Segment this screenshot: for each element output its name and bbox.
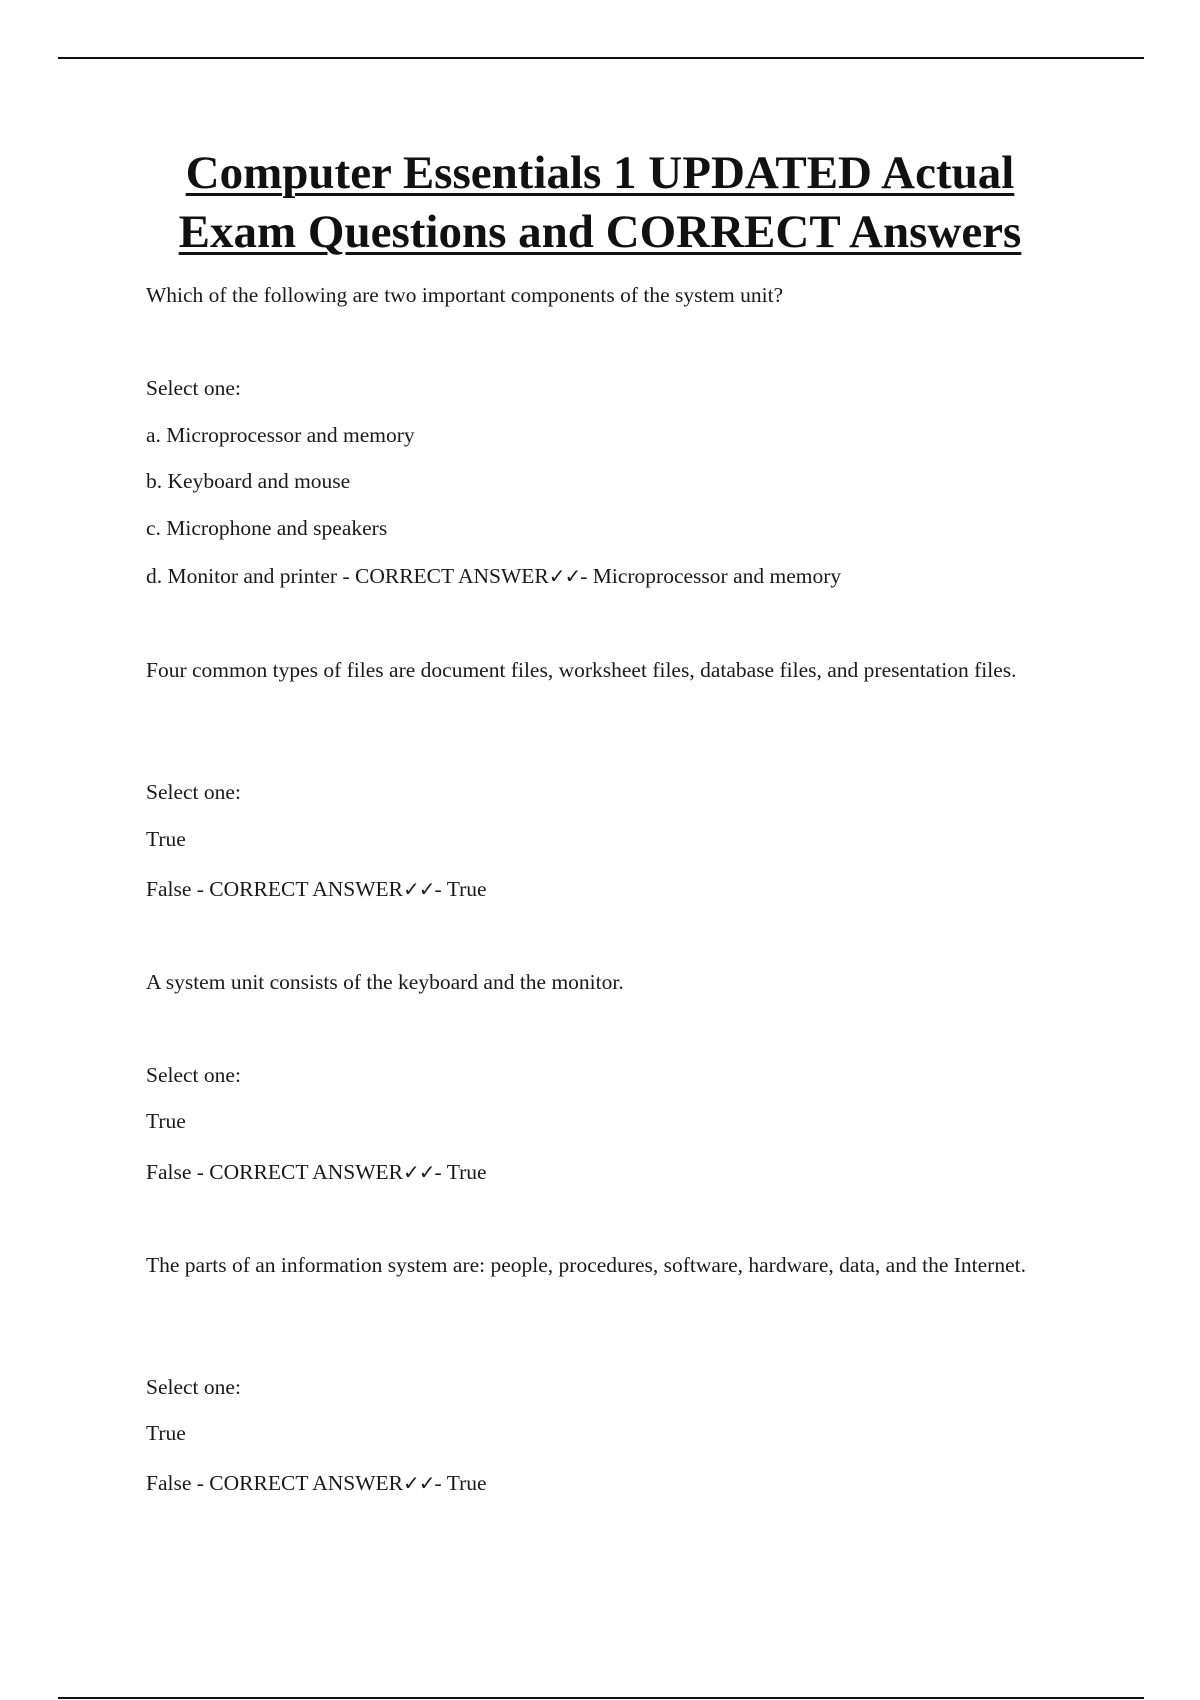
question-3-answer: - True <box>434 1160 487 1184</box>
question-4-option-true: True <box>146 1421 186 1445</box>
question-1-select-label: Select one: <box>146 376 241 400</box>
question-4-answer-line <box>146 1468 1076 1498</box>
document-title <box>0 144 1200 262</box>
question-2-answer-line <box>146 874 1076 904</box>
question-3-select-label: Select one: <box>146 1063 241 1087</box>
question-2-select-label: Select one: <box>146 780 241 804</box>
question-3-option-true: True <box>146 1109 186 1133</box>
question-1-option-a: a. Microprocessor and memory <box>146 423 415 447</box>
question-1-option-b: b. Keyboard and mouse <box>146 469 351 493</box>
question-1-answer: - Microprocessor and memory <box>580 564 842 588</box>
question-1-answer-line <box>146 561 1076 591</box>
question-3-answer-line <box>146 1157 1076 1187</box>
bottom-rule <box>58 1697 1144 1699</box>
check-icon: ✓✓ <box>548 564 581 588</box>
question-2-option-false: False - CORRECT ANSWER <box>146 877 404 901</box>
question-1-option-d: d. Monitor and printer - CORRECT ANSWER <box>146 564 549 588</box>
question-3-prompt: A system unit consists of the keyboard and the monitor. <box>146 970 624 994</box>
question-2-prompt: Four common types of files are document files, worksheet files, database files, and presentation files. <box>146 658 1017 682</box>
check-icon: ✓✓ <box>403 1471 435 1495</box>
question-4-select-label: Select one: <box>146 1375 241 1399</box>
top-rule <box>58 57 1144 59</box>
question-1-prompt: Which of the following are two important components of the system unit? <box>146 283 784 307</box>
question-4-prompt: The parts of an information system are: people, procedures, software, hardware, data, and the Internet. <box>146 1253 1026 1277</box>
question-4-answer: - True <box>434 1471 487 1495</box>
title-line-1: Computer Essentials 1 UPDATED Actual <box>185 147 1015 199</box>
question-3-option-false: False - CORRECT ANSWER <box>146 1160 404 1184</box>
title-line-2: Exam Questions and CORRECT Answers <box>178 206 1022 258</box>
check-icon: ✓✓ <box>403 877 435 901</box>
question-4-option-false: False - CORRECT ANSWER <box>146 1471 404 1495</box>
question-2-option-true: True <box>146 827 186 851</box>
question-1-option-c: c. Microphone and speakers <box>146 516 388 540</box>
check-icon: ✓✓ <box>403 1160 435 1184</box>
question-2-answer: - True <box>434 877 487 901</box>
